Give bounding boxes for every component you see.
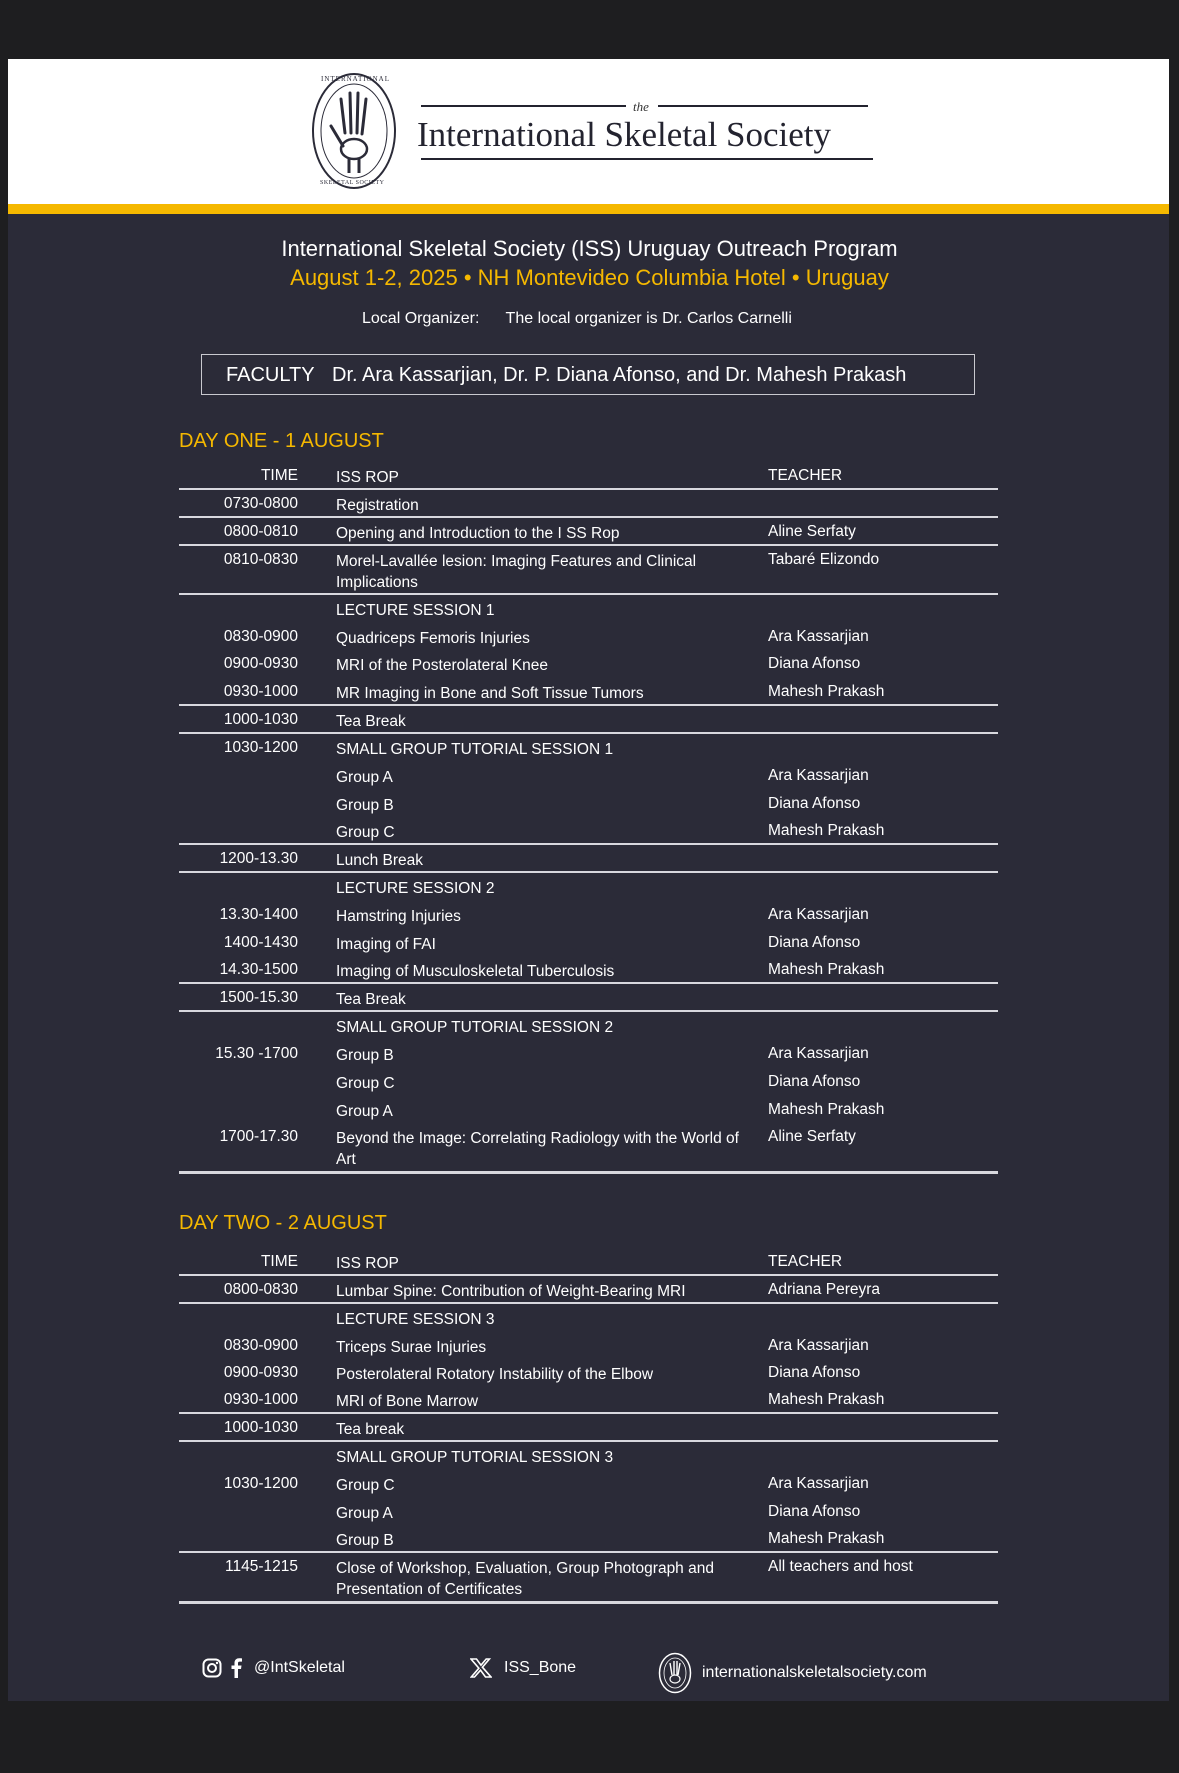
row-topic: Hamstring Injuries bbox=[336, 908, 461, 925]
row-teacher: Ara Kassarjian bbox=[768, 767, 869, 784]
day-one-title: DAY ONE - 1 AUGUST bbox=[179, 430, 384, 452]
row-time: 1700-17.30 bbox=[219, 1128, 298, 1145]
x-logo-icon[interactable] bbox=[470, 1658, 492, 1678]
row-topic: Lunch Break bbox=[336, 852, 424, 869]
website-url[interactable]: internationalskeletalsociety.com bbox=[702, 1664, 927, 1681]
row-topic: Group A bbox=[336, 1103, 393, 1120]
header-topic: ISS ROP bbox=[336, 469, 399, 486]
header-teacher: TEACHER bbox=[768, 1253, 843, 1270]
row-topic: SMALL GROUP TUTORIAL SESSION 1 bbox=[336, 741, 614, 758]
faculty-box bbox=[201, 354, 975, 395]
row-topic: Group C bbox=[336, 824, 395, 841]
iss-seal-small-icon bbox=[658, 1652, 692, 1694]
schedule-divider bbox=[179, 544, 998, 546]
row-time: 15.30 -1700 bbox=[215, 1045, 298, 1062]
header-banner bbox=[8, 59, 1169, 204]
row-teacher: Aline Serfaty bbox=[768, 523, 856, 540]
row-time: 0730-0800 bbox=[223, 495, 298, 512]
schedule-divider bbox=[179, 1412, 998, 1414]
schedule-divider bbox=[179, 1302, 998, 1304]
row-time: 0830-0900 bbox=[223, 628, 298, 645]
row-teacher: Ara Kassarjian bbox=[768, 628, 869, 645]
society-wordmark bbox=[413, 99, 873, 165]
row-time: 1030-1200 bbox=[223, 1475, 298, 1492]
row-time: 0830-0900 bbox=[223, 1337, 298, 1354]
schedule-divider bbox=[179, 488, 998, 490]
row-topic: Tea Break bbox=[336, 713, 406, 730]
row-topic: MRI of Bone Marrow bbox=[336, 1393, 479, 1410]
row-topic: Group B bbox=[336, 797, 394, 814]
row-time: 0900-0930 bbox=[223, 1364, 298, 1381]
row-teacher: Mahesh Prakash bbox=[768, 822, 885, 839]
row-teacher: Diana Afonso bbox=[768, 655, 861, 672]
social-x[interactable] bbox=[470, 1658, 576, 1678]
schedule-divider bbox=[179, 704, 998, 706]
row-time: 0900-0930 bbox=[223, 655, 298, 672]
row-teacher: Aline Serfaty bbox=[768, 1128, 856, 1145]
row-teacher: Adriana Pereyra bbox=[768, 1281, 881, 1298]
row-teacher: Tabaré Elizondo bbox=[768, 551, 880, 568]
row-time: 0800-0830 bbox=[223, 1281, 298, 1298]
schedule-divider bbox=[179, 1440, 998, 1442]
row-topic: LECTURE SESSION 3 bbox=[336, 1311, 495, 1328]
row-topic: MRI of the Posterolateral Knee bbox=[336, 657, 548, 674]
organizer-label: Local Organizer: bbox=[362, 310, 480, 327]
organizer-value: The local organizer is Dr. Carlos Carnelli bbox=[505, 310, 792, 327]
seal-text-top: INTERNATIONAL bbox=[321, 75, 390, 83]
wordmark-text: International Skeletal Society bbox=[417, 115, 832, 154]
schedule-divider bbox=[179, 1171, 998, 1174]
social-handle[interactable]: @IntSkeletal bbox=[254, 1659, 345, 1676]
row-teacher: Mahesh Prakash bbox=[768, 1101, 885, 1118]
schedule-divider bbox=[179, 732, 998, 734]
row-time: 14.30-1500 bbox=[219, 961, 298, 978]
day-two-title: DAY TWO - 2 AUGUST bbox=[179, 1212, 387, 1234]
row-teacher: Mahesh Prakash bbox=[768, 683, 885, 700]
row-topic: Imaging of Musculoskeletal Tuberculosis bbox=[336, 963, 615, 980]
seal-text-bottom: SKELETAL SOCIETY bbox=[320, 180, 385, 186]
header-time: TIME bbox=[260, 1253, 298, 1270]
schedule-divider bbox=[179, 871, 998, 873]
row-topic: Group C bbox=[336, 1477, 395, 1494]
row-time: 1030-1200 bbox=[223, 739, 298, 756]
row-topic: Group A bbox=[336, 769, 393, 786]
row-topic: Posterolateral Rotatory Instability of the Elbow bbox=[336, 1366, 654, 1383]
row-topic: Group B bbox=[336, 1532, 394, 1549]
row-topic: LECTURE SESSION 1 bbox=[336, 602, 495, 619]
row-teacher: Diana Afonso bbox=[768, 1073, 861, 1090]
row-time: 13.30-1400 bbox=[219, 906, 298, 923]
program-subtitle: August 1-2, 2025 • NH Montevideo Columbia Hotel • Uruguay bbox=[290, 265, 889, 290]
row-teacher: Ara Kassarjian bbox=[768, 906, 869, 923]
schedule-divider bbox=[179, 982, 998, 984]
schedule-divider bbox=[179, 1551, 998, 1553]
row-topic: Group A bbox=[336, 1505, 393, 1522]
row-teacher: Mahesh Prakash bbox=[768, 1391, 885, 1408]
schedule-divider bbox=[179, 1274, 998, 1276]
row-topic: Group B bbox=[336, 1047, 394, 1064]
row-time: 1200-13.30 bbox=[219, 850, 298, 867]
row-teacher: All teachers and host bbox=[768, 1558, 913, 1575]
row-teacher: Mahesh Prakash bbox=[768, 1530, 885, 1547]
row-time: 1500-15.30 bbox=[219, 989, 298, 1006]
row-time: 1000-1030 bbox=[223, 711, 298, 728]
row-time: 1400-1430 bbox=[223, 934, 298, 951]
row-topic: Beyond the Image: Correlating Radiology with the World of Art bbox=[336, 1130, 739, 1168]
row-topic: Opening and Introduction to the I SS Rop bbox=[336, 525, 620, 542]
row-teacher: Diana Afonso bbox=[768, 1503, 861, 1520]
row-time: 0810-0830 bbox=[223, 551, 298, 568]
program-title: International Skeletal Society (ISS) Uruguay Outreach Program bbox=[281, 236, 898, 261]
row-topic: Registration bbox=[336, 497, 419, 514]
row-topic: SMALL GROUP TUTORIAL SESSION 2 bbox=[336, 1019, 614, 1036]
row-topic: MR Imaging in Bone and Soft Tissue Tumors bbox=[336, 685, 644, 702]
local-organizer bbox=[362, 310, 792, 328]
row-topic: Morel-Lavallée lesion: Imaging Features and Clinical Implications bbox=[336, 553, 697, 591]
wordmark-the: the bbox=[633, 99, 649, 114]
website-link[interactable] bbox=[658, 1652, 927, 1694]
faculty-label: FACULTY bbox=[226, 364, 315, 386]
schedule-divider bbox=[179, 1010, 998, 1012]
faculty-names: Dr. Ara Kassarjian, Dr. P. Diana Afonso, and Dr. Mahesh Prakash bbox=[332, 364, 907, 386]
row-teacher: Diana Afonso bbox=[768, 934, 861, 951]
row-topic: SMALL GROUP TUTORIAL SESSION 3 bbox=[336, 1449, 614, 1466]
header-topic: ISS ROP bbox=[336, 1255, 399, 1272]
row-time: 0800-0810 bbox=[223, 523, 298, 540]
row-time: 0930-1000 bbox=[223, 683, 298, 700]
instagram-icon[interactable] bbox=[202, 1658, 222, 1678]
row-topic: Group C bbox=[336, 1075, 395, 1092]
row-teacher: Ara Kassarjian bbox=[768, 1045, 869, 1062]
header-time: TIME bbox=[260, 467, 298, 484]
row-topic: Close of Workshop, Evaluation, Group Photograph and Presentation of Certificates bbox=[336, 1560, 714, 1598]
row-topic: LECTURE SESSION 2 bbox=[336, 880, 495, 897]
iss-seal-logo-icon bbox=[311, 71, 397, 191]
schedule-divider bbox=[179, 1601, 998, 1604]
row-time: 1000-1030 bbox=[223, 1419, 298, 1436]
gold-accent-bar bbox=[8, 204, 1169, 214]
row-time: 1145-1215 bbox=[225, 1558, 298, 1575]
row-time: 0930-1000 bbox=[223, 1391, 298, 1408]
row-topic: Lumbar Spine: Contribution of Weight-Bearing MRI bbox=[336, 1283, 686, 1300]
footer bbox=[0, 1658, 1179, 1688]
row-teacher: Diana Afonso bbox=[768, 1364, 861, 1381]
facebook-icon[interactable] bbox=[230, 1658, 242, 1678]
schedule-divider bbox=[179, 843, 998, 845]
schedule-divider bbox=[179, 593, 998, 595]
row-teacher: Ara Kassarjian bbox=[768, 1475, 869, 1492]
schedule-divider bbox=[179, 516, 998, 518]
row-teacher: Diana Afonso bbox=[768, 795, 861, 812]
row-topic: Triceps Surae Injuries bbox=[336, 1339, 487, 1356]
row-topic: Quadriceps Femoris Injuries bbox=[336, 630, 530, 647]
row-teacher: Mahesh Prakash bbox=[768, 961, 885, 978]
row-topic: Imaging of FAI bbox=[336, 936, 436, 953]
header-teacher: TEACHER bbox=[768, 467, 843, 484]
social-instagram-facebook[interactable] bbox=[202, 1658, 345, 1678]
row-topic: Tea Break bbox=[336, 991, 406, 1008]
row-topic: Tea break bbox=[336, 1421, 405, 1438]
row-teacher: Ara Kassarjian bbox=[768, 1337, 869, 1354]
x-handle[interactable]: ISS_Bone bbox=[504, 1659, 577, 1676]
